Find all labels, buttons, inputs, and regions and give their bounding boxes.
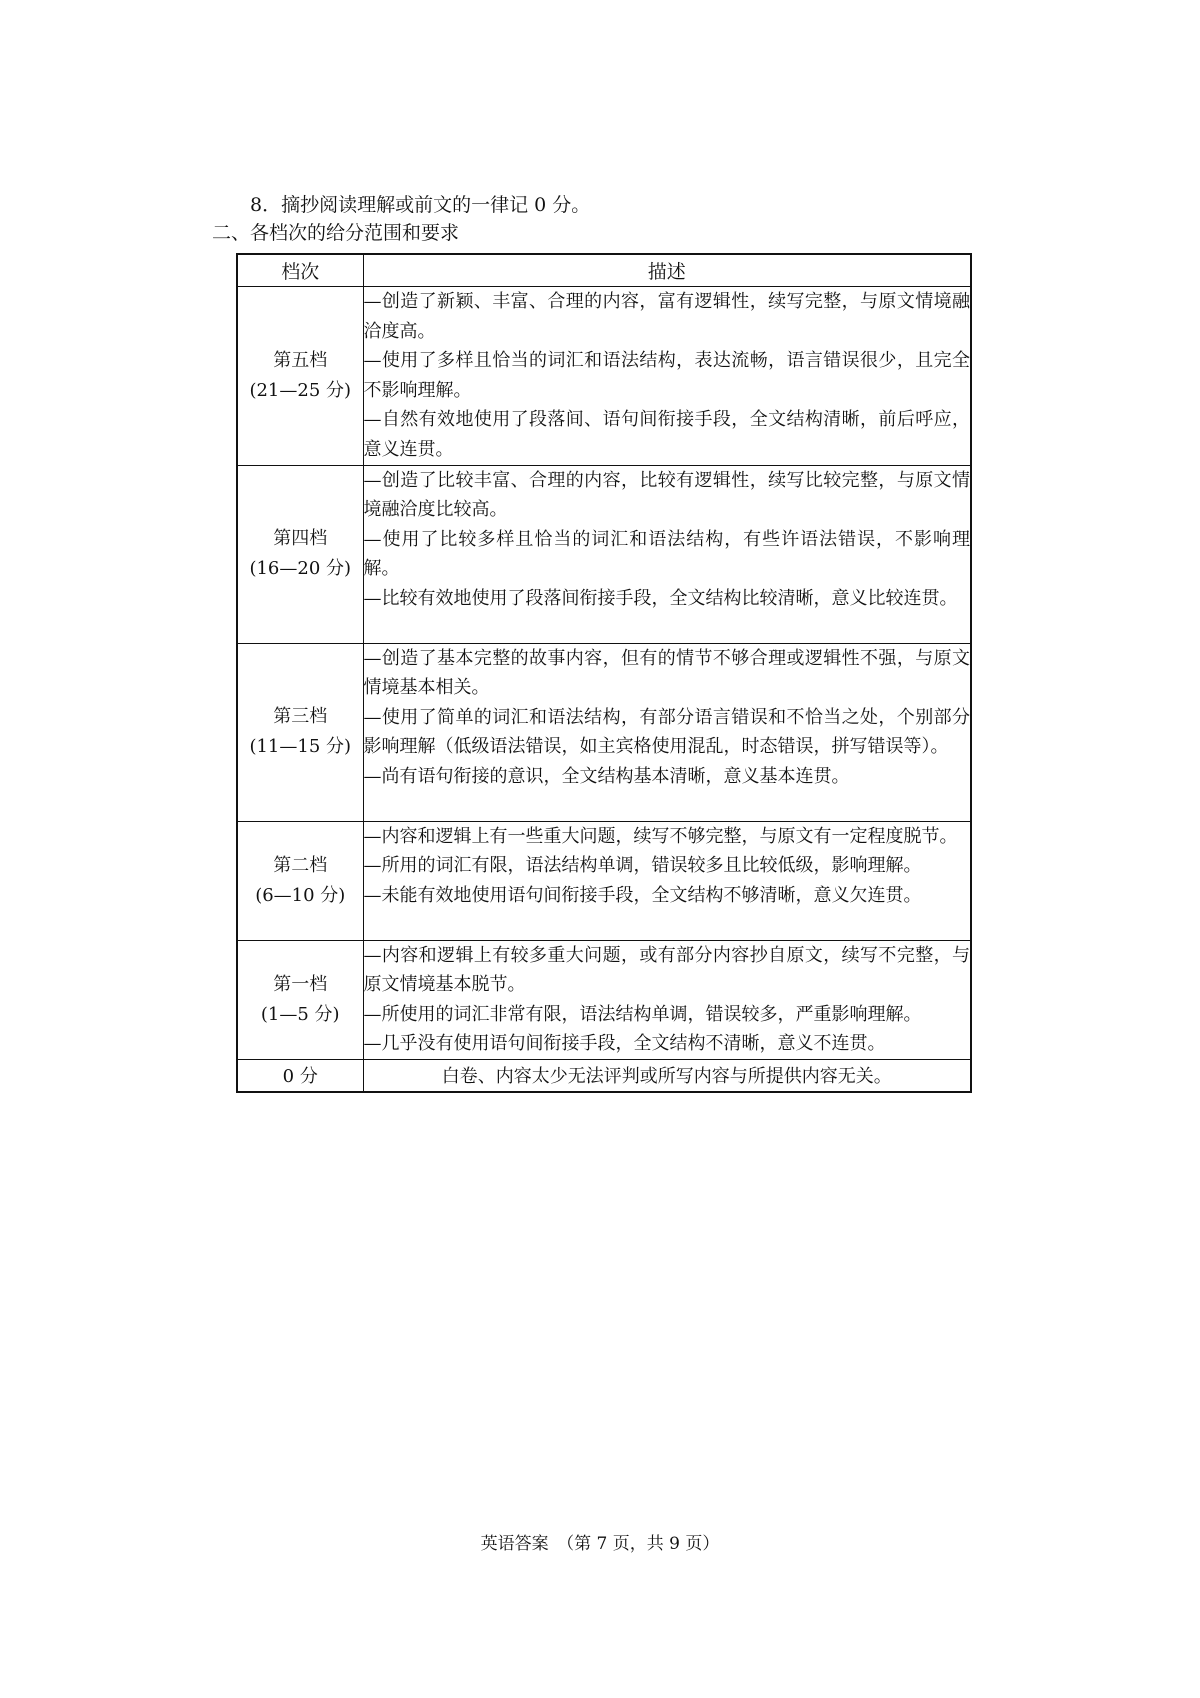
criterion-item: —创造了比较丰富、合理的内容，比较有逻辑性，续写比较完整，与原文情境融洽度比较高。 bbox=[363, 469, 970, 521]
criterion-item: —自然有效地使用了段落间、语句间衔接手段，全文结构清晰，前后呼应，意义连贯。 bbox=[363, 409, 970, 460]
description-cell-zero: 白卷、内容太少无法评判或所写内容与所提供内容无关。 bbox=[363, 1059, 971, 1092]
level-cell bbox=[237, 821, 363, 940]
level-range: (11—15 分) bbox=[249, 736, 352, 758]
header-description: 描述 bbox=[363, 254, 971, 287]
criterion-item: —未能有效地使用语句间衔接手段，全文结构不够清晰，意义欠连贯。 bbox=[363, 884, 922, 906]
criterion-item: —所使用的词汇非常有限，语法结构单调，错误较多，严重影响理解。 bbox=[363, 1003, 922, 1025]
level-cell-zero: 0 分 bbox=[237, 1059, 363, 1092]
criterion-item: —所用的词汇有限，语法结构单调，错误较多且比较低级，影响理解。 bbox=[363, 855, 922, 877]
criterion-item: —内容和逻辑上有一些重大问题，续写不够完整，与原文有一定程度脱节。 bbox=[363, 825, 958, 847]
section-title: 二、各档次的给分范围和要求 bbox=[212, 222, 460, 244]
criterion-item: —内容和逻辑上有较多重大问题，或有部分内容抄自原文，续写不完整，与原文情境基本脱节。 bbox=[363, 944, 970, 996]
level-cell bbox=[237, 287, 363, 466]
level-name: 第二档 bbox=[273, 854, 328, 876]
description-cell bbox=[363, 821, 971, 940]
level-cell bbox=[237, 465, 363, 643]
table-row-level-3 bbox=[237, 643, 971, 821]
table-row-level-4 bbox=[237, 465, 971, 643]
table-header-row bbox=[237, 254, 971, 287]
table-row-level-2 bbox=[237, 821, 971, 940]
criterion-item: —比较有效地使用了段落间衔接手段，全文结构比较清晰，意义比较连贯。 bbox=[363, 587, 958, 609]
level-range: (1—5 分) bbox=[260, 1003, 340, 1025]
description-cell bbox=[363, 940, 971, 1059]
level-range: (21—25 分) bbox=[249, 379, 352, 401]
table-row-level-0 bbox=[237, 1059, 971, 1092]
level-name: 第五档 bbox=[273, 349, 328, 371]
table-row-level-5 bbox=[237, 287, 971, 466]
level-range: (16—20 分) bbox=[249, 558, 352, 580]
criterion-item: —创造了新颖、丰富、合理的内容，富有逻辑性，续写完整，与原文情境融洽度高。 bbox=[363, 291, 970, 342]
criterion-item: —尚有语句衔接的意识，全文结构基本清晰，意义基本连贯。 bbox=[363, 765, 850, 787]
level-name: 第三档 bbox=[273, 706, 328, 728]
level-cell bbox=[237, 643, 363, 821]
criterion-item: —使用了简单的词汇和语法结构，有部分语言错误和不恰当之处，个别部分影响理解（低级语法错误，如主宾格使用混乱，时态错误，拼写错误等）。 bbox=[363, 706, 970, 758]
criterion-item: —创造了基本完整的故事内容，但有的情节不够合理或逻辑性不强，与原文情境基本相关。 bbox=[363, 647, 970, 699]
table-row-level-1 bbox=[237, 940, 971, 1059]
criterion-item: —几乎没有使用语句间衔接手段，全文结构不清晰，意义不连贯。 bbox=[363, 1033, 886, 1055]
description-cell bbox=[363, 465, 971, 643]
criterion-item: —使用了多样且恰当的词汇和语法结构，表达流畅，语言错误很少，且完全不影响理解。 bbox=[363, 350, 970, 401]
scoring-rubric-table bbox=[236, 253, 972, 1093]
page-footer: 英语答案 （第 7 页，共 9 页） bbox=[480, 1534, 720, 1554]
criterion-item: —使用了比较多样且恰当的词汇和语法结构，有些许语法错误，不影响理解。 bbox=[363, 528, 970, 580]
level-range: (6—10 分) bbox=[255, 884, 346, 906]
level-name: 第四档 bbox=[273, 528, 328, 550]
level-cell bbox=[237, 940, 363, 1059]
scoring-note-8: 8．摘抄阅读理解或前文的一律记 0 分。 bbox=[250, 194, 591, 216]
description-cell bbox=[363, 287, 971, 466]
header-level: 档次 bbox=[237, 254, 363, 287]
level-name: 第一档 bbox=[273, 973, 328, 995]
description-cell bbox=[363, 643, 971, 821]
